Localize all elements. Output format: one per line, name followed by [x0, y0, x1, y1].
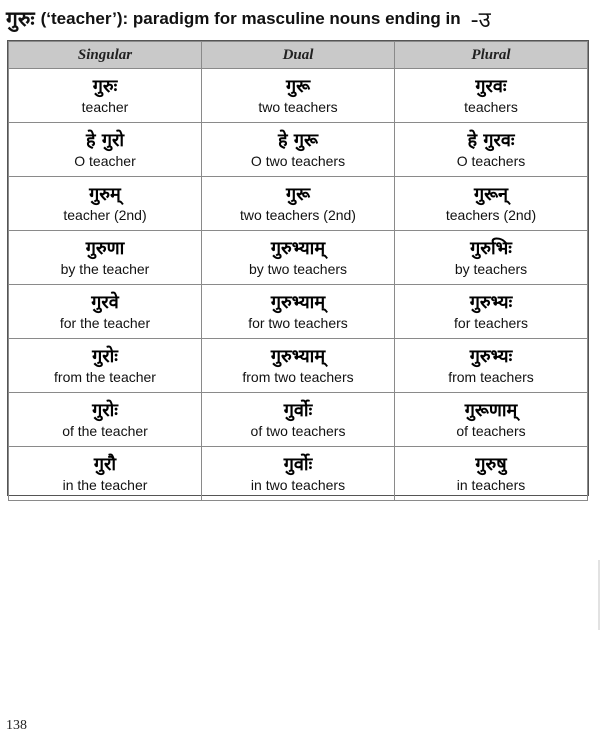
english-gloss: by the teacher — [60, 260, 150, 277]
cell-plural — [395, 285, 588, 339]
cell-dual — [202, 231, 395, 285]
table-row — [9, 123, 588, 177]
sanskrit-form: गुरुभिः — [470, 237, 512, 259]
sanskrit-form: गुरुम् — [89, 183, 121, 205]
english-gloss: in two teachers — [250, 476, 346, 493]
table-row — [9, 285, 588, 339]
header-dual: Dual — [202, 42, 395, 69]
sanskrit-form: गुरुणा — [85, 237, 125, 259]
english-gloss: O teacher — [74, 152, 136, 169]
cell-plural — [395, 69, 588, 123]
header-row — [9, 42, 588, 69]
english-gloss: O teachers — [456, 152, 526, 169]
table-row — [9, 69, 588, 123]
english-gloss: teacher — [81, 98, 129, 115]
english-gloss: for the teacher — [59, 314, 151, 331]
cell-plural — [395, 447, 588, 501]
table-row — [9, 339, 588, 393]
sanskrit-form: गुरौ — [93, 453, 117, 475]
cell-singular — [9, 339, 202, 393]
english-gloss: in the teacher — [62, 476, 148, 493]
english-gloss: two teachers (2nd) — [240, 206, 356, 223]
english-gloss: O two teachers — [250, 152, 346, 169]
cell-plural — [395, 177, 588, 231]
sanskrit-form: गुरोः — [92, 399, 118, 421]
title-description: (‘teacher’): paradigm for masculine nouns ending in — [40, 9, 461, 28]
cell-dual — [202, 69, 395, 123]
english-gloss: for teachers — [454, 314, 528, 331]
english-gloss: by two teachers — [248, 260, 348, 277]
sanskrit-form: गुरून् — [473, 183, 509, 205]
sanskrit-form: गुर्वोः — [283, 399, 313, 421]
english-gloss: from teachers — [448, 368, 534, 385]
english-gloss: of two teachers — [250, 422, 346, 439]
cell-singular — [9, 447, 202, 501]
paradigm-table-frame — [7, 40, 589, 496]
english-gloss: two teachers — [258, 98, 338, 115]
cell-singular — [9, 393, 202, 447]
english-gloss: in teachers — [456, 476, 526, 493]
cell-singular — [9, 285, 202, 339]
english-gloss: by teachers — [454, 260, 528, 277]
cell-dual — [202, 285, 395, 339]
cell-singular — [9, 177, 202, 231]
table-header — [9, 42, 588, 69]
english-gloss: of the teacher — [62, 422, 148, 439]
title-sanskrit-word: गुरुः — [6, 7, 35, 31]
sanskrit-form: गुरुषु — [475, 453, 507, 475]
sanskrit-form: गुरवे — [91, 291, 119, 313]
sanskrit-form: गुरुभ्यः — [469, 345, 513, 367]
sanskrit-form: गुरोः — [92, 345, 118, 367]
english-gloss: teacher (2nd) — [63, 206, 147, 223]
english-gloss: of teachers — [456, 422, 526, 439]
english-gloss: from the teacher — [54, 368, 156, 385]
page-number: 138 — [6, 718, 27, 733]
cell-dual — [202, 393, 395, 447]
cell-dual — [202, 123, 395, 177]
table-row — [9, 177, 588, 231]
english-gloss: teachers (2nd) — [445, 206, 537, 223]
sanskrit-form: गुरवः — [475, 75, 507, 97]
title-ending: -उ — [470, 8, 491, 33]
table-row — [9, 231, 588, 285]
cell-plural — [395, 393, 588, 447]
cell-singular — [9, 123, 202, 177]
cell-dual — [202, 177, 395, 231]
table-row — [9, 393, 588, 447]
cell-dual — [202, 447, 395, 501]
sanskrit-form: गुरुभ्याम् — [270, 237, 326, 259]
table-row — [9, 447, 588, 501]
sanskrit-form: हे गुरो — [86, 129, 124, 151]
english-gloss: from two teachers — [242, 368, 354, 385]
header-singular: Singular — [9, 42, 202, 69]
table-body — [9, 69, 588, 501]
paradigm-table — [8, 41, 588, 501]
page-title — [6, 6, 596, 32]
sanskrit-form: हे गुरवः — [467, 129, 515, 151]
english-gloss: for two teachers — [248, 314, 348, 331]
cell-singular — [9, 69, 202, 123]
sanskrit-form: गुरू — [285, 183, 311, 205]
cell-singular — [9, 231, 202, 285]
sanskrit-form: हे गुरू — [278, 129, 318, 151]
sanskrit-form: गुर्वोः — [283, 453, 313, 475]
sanskrit-form: गुरू — [285, 75, 311, 97]
cell-plural — [395, 231, 588, 285]
header-plural: Plural — [395, 42, 588, 69]
sanskrit-form: गुरुभ्यः — [469, 291, 513, 313]
sanskrit-form: गुरुभ्याम् — [270, 291, 326, 313]
sanskrit-form: गुरुभ्याम् — [270, 345, 326, 367]
cell-dual — [202, 339, 395, 393]
sanskrit-form: गुरूणाम् — [464, 399, 518, 421]
cell-plural — [395, 123, 588, 177]
cell-plural — [395, 339, 588, 393]
sanskrit-form: गुरुः — [92, 75, 118, 97]
english-gloss: teachers — [464, 98, 518, 115]
